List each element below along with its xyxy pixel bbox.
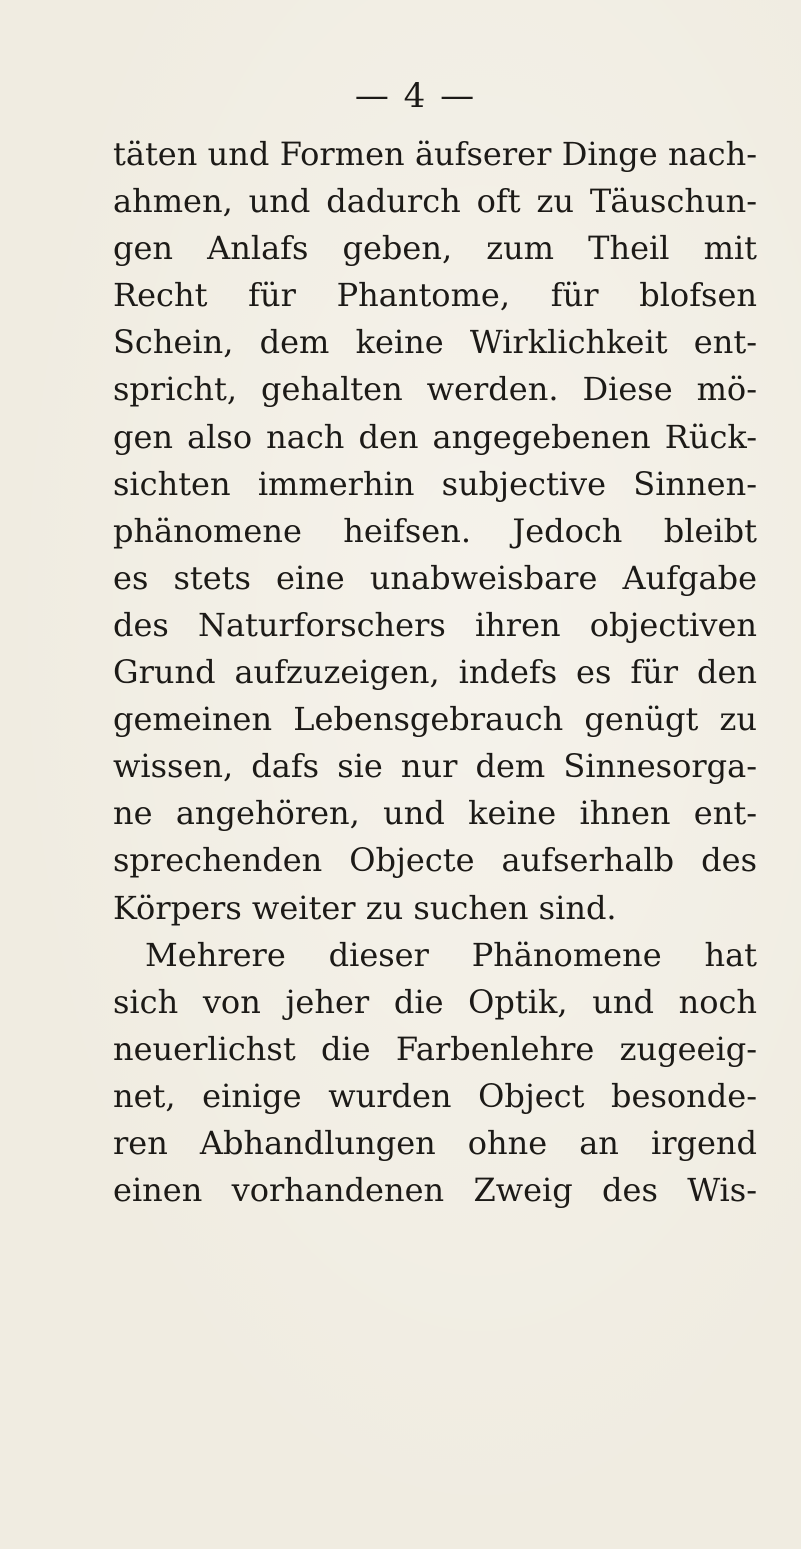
text-line: gen also nach den angegebenen Rück- bbox=[113, 417, 757, 456]
text-line: net, einige wurden Object besonde- bbox=[113, 1076, 757, 1115]
text-line: Mehrere dieser Phänomene hat bbox=[145, 935, 757, 974]
text-line: neuerlichst die Farbenlehre zugeeig- bbox=[113, 1029, 757, 1068]
text-line: täten und Formen äufserer Dinge nach- bbox=[113, 135, 757, 173]
text-line: es stets eine unabweisbare Aufgabe bbox=[113, 558, 757, 597]
text-line: gemeinen Lebensgebrauch genügt zu bbox=[113, 700, 757, 739]
text-line: sprechenden Objecte aufserhalb des bbox=[113, 841, 757, 880]
text-line: spricht, gehalten werden. Diese mö- bbox=[113, 370, 757, 409]
text-line: sich von jeher die Optik, und noch bbox=[113, 982, 757, 1021]
text-line: ren Abhandlungen ohne an irgend bbox=[113, 1123, 757, 1162]
text-line: sichten immerhin subjective Sinnen- bbox=[113, 464, 757, 503]
text-line: Recht für Phantome, für blofsen bbox=[113, 276, 757, 315]
text-line: einen vorhandenen Zweig des Wis- bbox=[113, 1171, 757, 1210]
page-number: — 4 — bbox=[354, 76, 477, 116]
text-line: ne angehören, und keine ihnen ent- bbox=[113, 794, 757, 833]
text-line: Körpers weiter zu suchen sind. bbox=[113, 888, 617, 927]
text-line: ahmen, und dadurch oft zu Täuschun- bbox=[113, 182, 757, 221]
text-line: des Naturforschers ihren objectiven bbox=[113, 605, 757, 644]
text-line: phänomene heifsen. Jedoch bleibt bbox=[113, 511, 757, 550]
text-line: wissen, dafs sie nur dem Sinnesorga- bbox=[113, 747, 757, 786]
text-line: Schein, dem keine Wirklichkeit ent- bbox=[113, 323, 757, 362]
text-line: Grund aufzuzeigen, indefs es für den bbox=[113, 653, 757, 692]
text-line: gen Anlafs geben, zum Theil mit bbox=[113, 229, 757, 268]
body-text bbox=[113, 131, 757, 1214]
